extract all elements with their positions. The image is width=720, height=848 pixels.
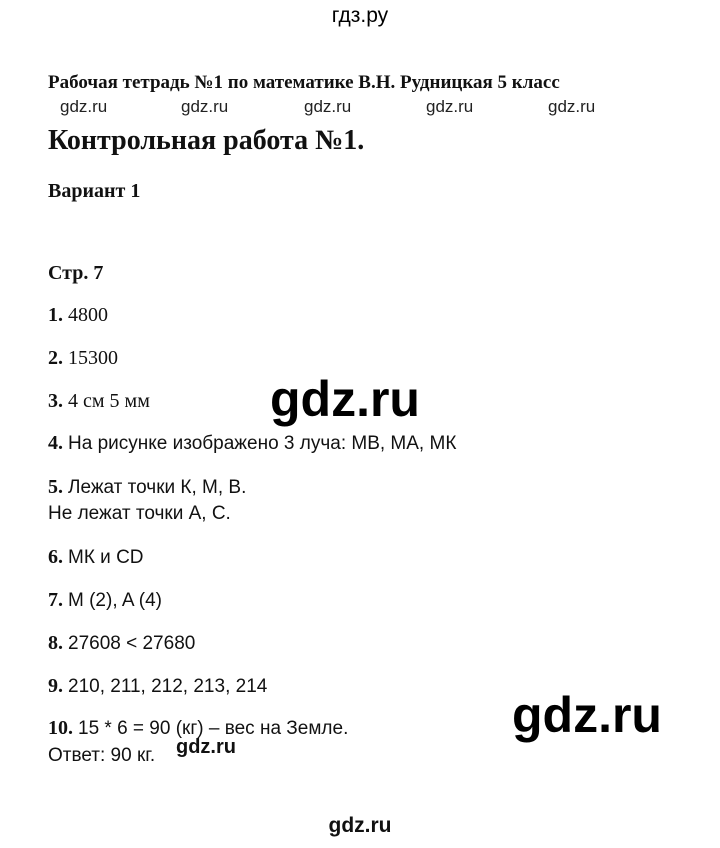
answer-item [48, 432, 456, 455]
answer-number: 4. [48, 432, 63, 454]
answer-text: 27608 < 27680 [68, 633, 196, 654]
answer-number: 2. [48, 347, 63, 369]
answer-text: Лежат точки К, М, В. [68, 477, 247, 498]
answer-number: 7. [48, 589, 63, 611]
answer-text: M (2), A (4) [68, 590, 162, 611]
watermark-footer: gdz.ru [328, 814, 392, 837]
answer-item [48, 347, 118, 370]
watermark-row-item: gdz.ru [548, 97, 596, 116]
watermark-row-item: gdz.ru [304, 97, 352, 116]
watermark-row-item: gdz.ru [426, 97, 474, 116]
answer-text: 4800 [68, 304, 108, 326]
answer-number: 5. [48, 476, 63, 498]
answer-number: 9. [48, 675, 63, 697]
watermark-small: gdz.ru [176, 736, 236, 758]
page-reference: Стр. 7 [48, 262, 104, 284]
answer-number: 10. [48, 717, 73, 739]
watermark-row-item: gdz.ru [60, 97, 108, 116]
answer-text: МК и CD [68, 547, 144, 568]
answer-item [48, 304, 108, 327]
answer-continuation: Ответ: 90 кг. [48, 745, 156, 766]
watermark-row-item: gdz.ru [181, 97, 229, 116]
answer-item [48, 675, 267, 698]
answer-text: 15300 [68, 347, 118, 369]
site-header: гдз.ру [331, 4, 389, 27]
watermark-large: gdz.ru [512, 687, 662, 743]
answer-item [48, 476, 246, 499]
answer-item [48, 632, 195, 655]
answer-text: 15 * 6 = 90 (кг) – вес на Земле. [78, 718, 349, 739]
answer-continuation: Не лежат точки А, С. [48, 503, 231, 524]
watermark-large: gdz.ru [270, 371, 420, 427]
answer-text: 210, 211, 212, 213, 214 [68, 676, 268, 697]
workbook-subtitle: Рабочая тетрадь №1 по математике В.Н. Рудницкая 5 класс [48, 72, 560, 93]
answer-number: 3. [48, 390, 63, 412]
answer-item [48, 546, 144, 569]
answer-number: 1. [48, 304, 63, 326]
answer-number: 8. [48, 632, 63, 654]
answer-number: 6. [48, 546, 63, 568]
answer-item [48, 589, 162, 612]
page-title: Контрольная работа №1. [48, 125, 365, 156]
answer-text: На рисунке изображено 3 луча: МВ, МА, МК [68, 433, 457, 454]
answer-text: 4 см 5 мм [68, 390, 150, 412]
variant-label: Вариант 1 [48, 180, 141, 202]
answer-item [48, 390, 150, 413]
